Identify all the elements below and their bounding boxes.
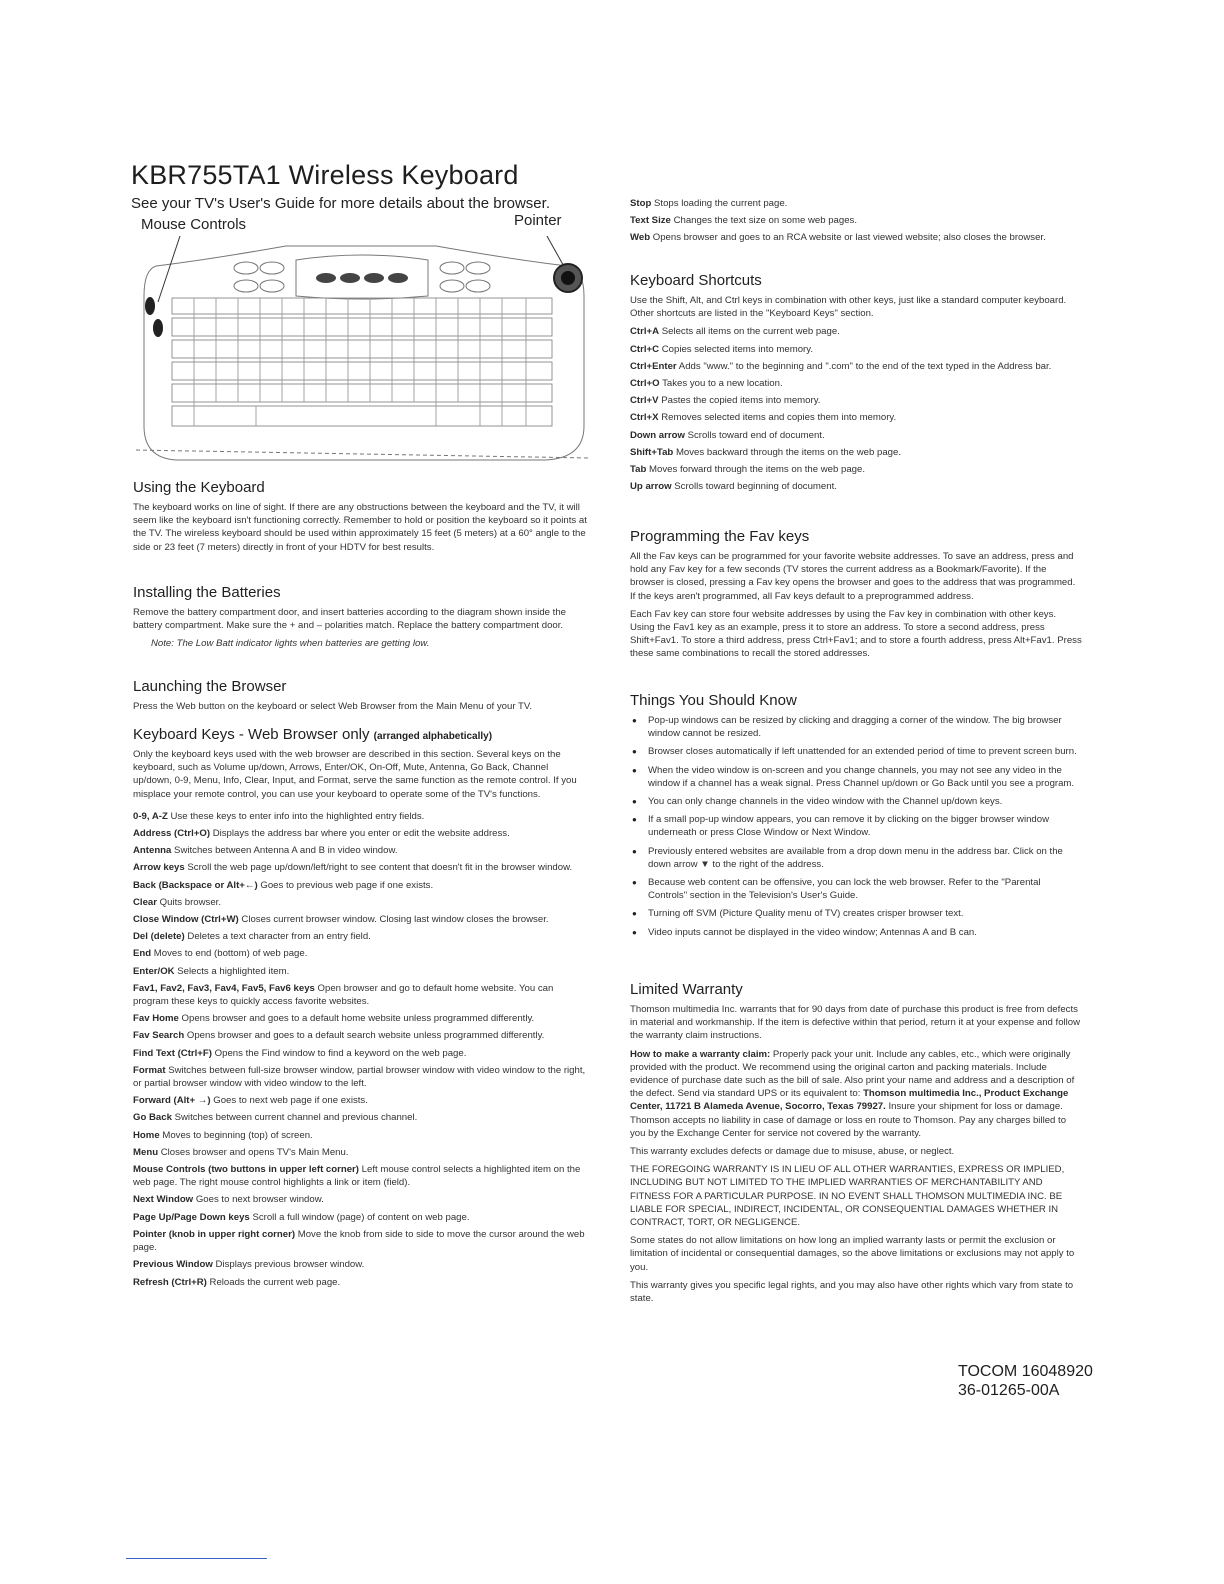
browser-key-term: Pointer (knob in upper right corner) — [133, 1228, 296, 1240]
browser-key-entry — [133, 1111, 588, 1124]
browser-key-desc: Goes to previous web page if one exists. — [260, 879, 434, 891]
shortcuts-intro: Use the Shift, Alt, and Ctrl keys in combination with other keys, just like a standard computer keyboard. Other shortcuts are listed in the "Keyboard Keys" section. — [630, 295, 1067, 320]
things-list — [630, 714, 1082, 939]
browser-key-desc: Displays previous browser window. — [215, 1259, 365, 1271]
browser-key-entry — [133, 1146, 588, 1159]
shortcut-entry — [630, 394, 1082, 407]
browser-key-desc: Use these keys to enter info into the highlighted entry fields. — [170, 810, 425, 822]
browser-key-entry — [133, 1129, 588, 1142]
browser-key-desc: Switches between full-size browser window, partial browser window with video window to the right, or partial browser window with video window to the left. — [133, 1064, 586, 1090]
shortcut-term: Ctrl+Enter — [630, 360, 677, 372]
shortcut-term: Tab — [630, 464, 647, 476]
shortcut-entry — [630, 429, 1082, 442]
shortcut-desc: Scrolls toward end of document. — [687, 429, 825, 441]
right-top-list — [630, 197, 1082, 245]
shortcut-desc: Moves forward through the items on the web page. — [649, 464, 865, 476]
browser-key-desc: Scroll the web page up/down/left/right to see content that doesn't fit in the browser window. — [187, 862, 573, 874]
browser-keys-section — [133, 726, 588, 1293]
browser-key-entry — [133, 1193, 588, 1206]
browser-key-term: Fav Home — [133, 1013, 179, 1025]
fav-heading: Programming the Fav keys — [630, 528, 810, 545]
browser-key-desc: Opens the Find window to find a keyword on the web page. — [214, 1047, 467, 1059]
browser-key-term: Previous Window — [133, 1259, 213, 1271]
browser-keys-list — [133, 810, 588, 1289]
launch-text: Press the Web button on the keyboard or select Web Browser from the Main Menu of your TV. — [133, 701, 533, 712]
document-subtitle: See your TV's User's Guide for more details about the browser. — [131, 195, 550, 212]
browser-key-entry — [133, 1211, 588, 1224]
things-list-item: ● Previously entered websites are available from a drop down menu in the address bar. Click on the down arrow ▼ to the right of the address. — [630, 845, 1082, 871]
batteries-section — [133, 584, 588, 656]
browser-key-term: Format — [133, 1064, 166, 1076]
browser-key-desc: Open browser and go to default home website. You can program these keys to quickly access favorite websites. — [133, 982, 554, 1008]
browser-key-entry — [133, 861, 588, 874]
warranty-text-3: This warranty excludes defects or damage due to misuse, abuse, or neglect. — [630, 1146, 955, 1158]
batteries-heading: Installing the Batteries — [133, 584, 281, 601]
fav-text-2: Each Fav key can store four website addresses by using the Fav key in combination with other keys. Using the Fav1 key as an example, press it to store an address. To store a second address, press Shift+Fav1. To store a third address, press Ctrl+Fav1; and to store a fourth address, press Alt+Fav1. Press these same combinations to recall the stored addresses. — [630, 608, 1082, 660]
browser-key-desc: Moves to beginning (top) of screen. — [162, 1129, 313, 1141]
shortcut-entry — [630, 411, 1082, 424]
launch-section — [133, 678, 588, 718]
browser-key-desc: Displays the address bar where you enter or edit the website address. — [212, 828, 510, 840]
things-list-item: ● Because web content can be offensive, you can lock the web browser. Refer to the "Parental Controls" section in the Television's User's Guide. — [630, 876, 1082, 902]
warranty-claim: How to make a warranty claim: Properly pack your unit. Include any cables, etc., which were originally provided with the product. We recommend using the original carton and packing materials. Include evidence of purchase date such as the bill of sale. Also print your name and address and a description of the defect. Send via standard UPS or its equivalent to: Thomson multimedia Inc., Product Exchange Center, 11721 B Alameda Avenue, Socorro, Texas 79927. Insure your shipment for loss or damage. Thomson accepts no liability in case of damage or loss en route to Thomson. Pay any charges billed to you by the Exchange Center for service not covered by the warranty. — [630, 1048, 1075, 1139]
code-line-1: TOCOM 16048920 — [958, 1363, 1093, 1380]
warranty-heading: Limited Warranty — [630, 981, 743, 998]
browser-key-entry — [133, 1012, 588, 1025]
browser-key-term: Page Up/Page Down keys — [133, 1211, 250, 1223]
shortcuts-heading: Keyboard Shortcuts — [630, 272, 762, 289]
browser-key-entry — [133, 810, 588, 823]
browser-key-term: Menu — [133, 1146, 159, 1158]
fav-section — [630, 528, 1082, 666]
warranty-text-6: This warranty gives you specific legal rights, and you may also have other rights which vary from state to state. — [630, 1279, 1074, 1305]
shortcut-term: Up arrow — [630, 481, 672, 493]
browser-key-desc: Scroll a full window (page) of content on web page. — [252, 1211, 470, 1223]
browser-key-entry — [133, 1228, 588, 1254]
browser-key-term: Del (delete) — [133, 931, 185, 943]
shortcut-term: Ctrl+A — [630, 326, 660, 338]
things-list-item: ● Browser closes automatically if left unattended for an extended period of time to prevent screen burn. — [630, 745, 1082, 758]
browser-key-desc: Switches between current channel and previous channel. — [174, 1112, 418, 1124]
fav-text-1: All the Fav keys can be programmed for your favorite website addresses. To save an address, press and hold any Fav key for a few seconds (TV stores the current address as a Bookmark/Favorite). If the browser is closed, pressing a Fav key opens the browser and goes to the address that was programmed. If the keys aren't programmed, all Fav keys default to a preprogrammed address. — [630, 551, 1076, 602]
browser-key-entry — [133, 827, 588, 840]
browser-key-term: Next Window — [133, 1194, 194, 1206]
browser-key-entry — [630, 197, 1082, 210]
browser-key-entry — [133, 1029, 588, 1042]
shortcut-entry — [630, 377, 1082, 390]
browser-key-entry — [133, 1064, 588, 1090]
using-keyboard-text: The keyboard works on line of sight. If there are any obstructions between the keyboard and the TV, it will seem like the keyboard isn't functioning correctly. Remember to hold or position the keyboard so it points at the TV. The wireless keyboard should be used within approximately 15 feet (5 meters) at a 60° angle to the side or 23 feet (7 meters) directly in front of your HDTV for best results. — [133, 502, 587, 553]
browser-key-entry — [133, 1258, 588, 1271]
browser-key-entry — [133, 947, 588, 960]
shortcut-desc: Adds "www." to the beginning and ".com" to the end of the text typed in the Address bar. — [678, 360, 1052, 372]
batteries-note: Note: The Low Batt indicator lights when batteries are getting low. — [151, 638, 430, 650]
warranty-section — [630, 981, 1082, 1310]
browser-key-entry — [133, 1094, 588, 1107]
shortcut-term: Ctrl+V — [630, 395, 659, 407]
browser-key-term: End — [133, 948, 152, 960]
browser-key-entry — [133, 896, 588, 909]
browser-key-desc: Deletes a text character from an entry field. — [187, 931, 371, 943]
browser-key-entry — [133, 913, 588, 926]
browser-key-term: Forward (Alt+ →) — [133, 1095, 211, 1107]
browser-key-term: Close Window (Ctrl+W) — [133, 914, 239, 926]
browser-key-term: Home — [133, 1129, 160, 1141]
shortcut-desc: Copies selected items into memory. — [661, 343, 813, 355]
browser-key-term: Back (Backspace or Alt+←) — [133, 879, 258, 891]
shortcut-desc: Takes you to a new location. — [662, 378, 783, 390]
things-list-item: ● When the video window is on-screen and you change channels, you may not see any video in the window if a channel has a weak signal. Press Channel up/down or Go Back until you see a program. — [630, 764, 1082, 790]
warranty-text-5: Some states do not allow limitations on how long an implied warranty lasts or permit the exclusion or limitation of incidental or consequential damages, so the above limitations or exclusions may not apply to you. — [630, 1235, 1075, 1273]
shortcut-desc: Pastes the copied items into memory. — [661, 395, 821, 407]
browser-key-term: Text Size — [630, 215, 671, 227]
warranty-text-1: Thomson multimedia Inc. warrants that for 90 days from date of purchase this product is free from defects in material and workmanship. If the item is defective within that period, return it at your expense and follow the warranty claim instructions. — [630, 1004, 1081, 1042]
browser-key-desc: Reloads the current web page. — [209, 1276, 341, 1288]
shortcut-term: Down arrow — [630, 429, 685, 441]
shortcut-entry — [630, 360, 1082, 373]
using-keyboard-heading: Using the Keyboard — [133, 479, 265, 496]
browser-key-term: Web — [630, 232, 651, 244]
browser-key-desc: Changes the text size on some web pages. — [673, 215, 858, 227]
shortcut-entry — [630, 463, 1082, 476]
browser-keys-heading: Keyboard Keys - Web Browser only (arranged alphabetically) — [133, 726, 493, 743]
browser-key-term: Mouse Controls (two buttons in upper left corner) — [133, 1164, 359, 1176]
browser-key-entry — [133, 982, 588, 1008]
browser-key-entry — [133, 879, 588, 892]
browser-key-entry — [133, 930, 588, 943]
things-list-item: ● Video inputs cannot be displayed in the video window; Antennas A and B can. — [630, 926, 1082, 939]
browser-key-desc: Opens browser and goes to a default search website unless programmed differently. — [186, 1030, 545, 1042]
browser-key-desc: Stops loading the current page. — [654, 198, 788, 209]
things-section — [630, 692, 1082, 944]
shortcuts-list — [630, 325, 1082, 493]
shortcut-desc: Removes selected items and copies them into memory. — [661, 412, 897, 424]
shortcut-term: Ctrl+X — [630, 412, 659, 424]
browser-key-term: Fav1, Fav2, Fav3, Fav4, Fav5, Fav6 keys — [133, 982, 315, 994]
shortcut-entry — [630, 446, 1082, 459]
browser-key-entry — [133, 844, 588, 857]
shortcut-entry — [630, 343, 1082, 356]
document-title: KBR755TA1 Wireless Keyboard — [131, 160, 519, 190]
shortcut-entry — [630, 480, 1082, 493]
browser-key-desc: Left mouse control selects a highlighted item on the web page. The right mouse control highlights a link or item (field). — [133, 1164, 581, 1189]
launch-heading: Launching the Browser — [133, 678, 287, 695]
browser-key-term: Fav Search — [133, 1030, 185, 1042]
browser-key-term: Clear — [133, 896, 157, 908]
things-list-item: ● You can only change channels in the video window with the Channel up/down keys. — [630, 795, 1082, 808]
things-heading: Things You Should Know — [630, 692, 797, 709]
browser-key-desc: Opens browser and goes to an RCA website or last viewed website; also closes the browser. — [652, 232, 1046, 244]
shortcut-term: Ctrl+O — [630, 378, 660, 390]
browser-key-term: Find Text (Ctrl+F) — [133, 1047, 212, 1059]
browser-key-term: Refresh (Ctrl+R) — [133, 1276, 207, 1288]
browser-keys-intro: Only the keyboard keys used with the web browser are described in this section. Several keys on the keyboard, such as Volume up/down, Arrows, Enter/OK, On-Off, Mute, Antenna, Go Back, Channel up/down, 0-9, Menu, Info, Clear, Input, and Format, serve the same function as the remote control. If you misplace your remote control, you can use your keyboard to operate some of the TV's functions. — [133, 749, 577, 800]
browser-key-desc: Goes to next web page if one exists. — [213, 1095, 368, 1107]
browser-key-term: Enter/OK — [133, 965, 175, 977]
browser-key-term: 0-9, A-Z — [133, 810, 168, 822]
browser-key-desc: Closes current browser window. Closing last window closes the browser. — [241, 914, 549, 926]
warranty-disclaimer: THE FOREGOING WARRANTY IS IN LIEU OF ALL OTHER WARRANTIES, EXPRESS OR IMPLIED, INCLUDING BUT NOT LIMITED TO THE IMPLIED WARRANTIES OF MERCHANTABILITY AND FITNESS FOR A PARTICULAR PURPOSE. IN NO EVENT SHALL THOMSON MULTIMEDIA INC. BE LIABLE FOR SPECIAL, INDIRECT, INCIDENTAL, OR CONSEQUENTIAL DAMAGES WHETHER IN CONTRACT, TORT, OR NEGLIGENCE. — [630, 1164, 1065, 1229]
things-list-item: ● Pop-up windows can be resized by clicking and dragging a corner of the window. The big browser window cannot be resized. — [630, 714, 1082, 740]
shortcut-desc: Moves backward through the items on the web page. — [675, 446, 901, 458]
mouse-controls-label: Mouse Controls — [141, 216, 247, 233]
browser-key-desc: Quits browser. — [159, 896, 221, 908]
things-list-item: ● Turning off SVM (Picture Quality menu of TV) creates crisper browser text. — [630, 907, 1082, 920]
browser-key-entry — [133, 965, 588, 978]
browser-key-desc: Opens browser and goes to a default home website unless programmed differently. — [181, 1013, 535, 1025]
browser-key-term: Go Back — [133, 1112, 172, 1124]
browser-key-entry — [133, 1276, 588, 1289]
browser-key-desc: Closes browser and opens TV's Main Menu. — [160, 1146, 349, 1158]
shortcut-term: Ctrl+C — [630, 343, 660, 355]
browser-key-entry — [133, 1163, 588, 1189]
browser-key-desc: Moves to end (bottom) of web page. — [153, 948, 308, 960]
document-codes — [958, 1362, 1093, 1400]
browser-key-desc: Goes to next browser window. — [195, 1194, 324, 1206]
browser-key-desc: Switches between Antenna A and B in video window. — [174, 845, 398, 857]
browser-key-entry — [630, 231, 1082, 244]
browser-key-term: Arrow keys — [133, 862, 185, 874]
browser-key-entry — [133, 1047, 588, 1060]
using-keyboard-section — [133, 479, 588, 559]
shortcuts-section — [630, 272, 1082, 497]
shortcut-entry — [630, 325, 1082, 338]
bottom-rule — [126, 1558, 267, 1559]
browser-key-term: Antenna — [133, 845, 172, 857]
shortcut-term: Shift+Tab — [630, 446, 674, 458]
things-list-item: ● If a small pop-up window appears, you can remove it by clicking on the bigger browser window underneath or press Close Window or Next Window. — [630, 813, 1082, 839]
browser-key-desc: Move the knob from side to side to move the cursor around the web page. — [133, 1228, 585, 1254]
shortcut-desc: Selects all items on the current web page. — [661, 326, 840, 338]
batteries-text: Remove the battery compartment door, and insert batteries according to the diagram shown inside the battery compartment. Make sure the + and – polarities match. Replace the battery compartment door. — [133, 607, 567, 632]
right-top-entries — [630, 197, 1082, 249]
keyboard-illustration — [136, 236, 588, 472]
browser-key-desc: Selects a highlighted item. — [177, 965, 290, 977]
browser-key-term: Address (Ctrl+O) — [133, 828, 211, 840]
pointer-label: Pointer — [514, 212, 562, 229]
shortcut-desc: Scrolls toward beginning of document. — [674, 481, 837, 493]
browser-key-entry — [630, 214, 1082, 227]
code-line-2: 36-01265-00A — [958, 1382, 1060, 1399]
browser-key-term: Stop — [630, 198, 652, 209]
